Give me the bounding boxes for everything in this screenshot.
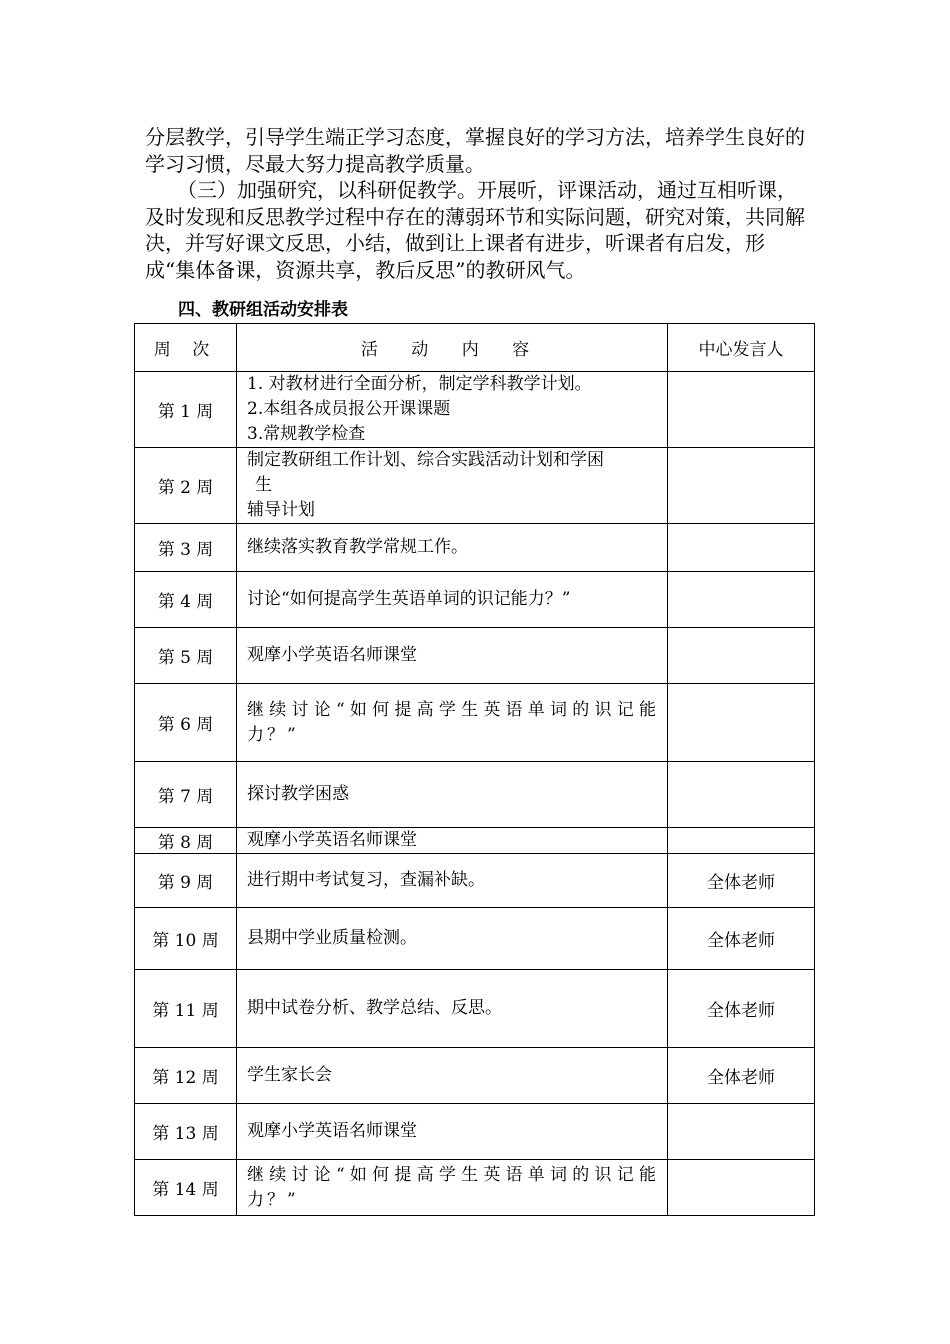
activity-schedule-table <box>134 323 815 1216</box>
activity-cell <box>237 524 668 572</box>
activity-line: 观摩小学英语名师课堂 <box>247 645 417 665</box>
speaker-cell: 全体老师 <box>668 970 815 1048</box>
speaker-cell <box>668 828 815 854</box>
paragraph-research: （三）加强研究，以科研促教学。开展听，评课活动，通过互相听课，及时发现和反思教学过程中存在的薄弱环节和实际问题，研究对策，共同解决，并写好课文反思，小结，做到让上课者有进步，听课者有启发，形成“集体备课，资源共享，教后反思”的教研风气。 <box>145 178 805 282</box>
speaker-cell <box>668 448 815 524</box>
week-cell: 第 9 周 <box>135 854 237 908</box>
activity-line: 观摩小学英语名师课堂 <box>247 830 417 850</box>
table-row <box>135 684 815 762</box>
activity-line: 继续落实教育教学常规工作。 <box>247 537 468 557</box>
activity-line: 1. 对教材进行全面分析，制定学科教学计划。 <box>247 374 592 394</box>
week-cell: 第 6 周 <box>135 684 237 762</box>
week-cell: 第 2 周 <box>135 448 237 524</box>
table-row <box>135 1048 815 1104</box>
table-row <box>135 854 815 908</box>
week-cell: 第 5 周 <box>135 628 237 684</box>
activity-line: 观摩小学英语名师课堂 <box>247 1121 417 1141</box>
activity-line: 制定教研组工作计划、综合实践活动计划和学困 <box>247 450 604 470</box>
table-row <box>135 448 815 524</box>
speaker-cell <box>668 762 815 828</box>
table-row <box>135 572 815 628</box>
week-cell: 第 10 周 <box>135 908 237 970</box>
week-cell: 第 3 周 <box>135 524 237 572</box>
speaker-cell: 全体老师 <box>668 908 815 970</box>
activity-line: 继续讨论“如何提高学生英语单词的识记能力？” <box>247 1164 659 1210</box>
activity-line: 期中试卷分析、教学总结、反思。 <box>247 998 502 1018</box>
activity-cell <box>237 970 668 1048</box>
speaker-cell <box>668 572 815 628</box>
activity-cell <box>237 908 668 970</box>
speaker-cell <box>668 1160 815 1216</box>
week-cell: 第 7 周 <box>135 762 237 828</box>
table-row <box>135 762 815 828</box>
header-speaker: 中心发言人 <box>668 324 815 372</box>
activity-line: 生 <box>255 475 272 495</box>
table-row <box>135 1104 815 1160</box>
week-cell: 第 11 周 <box>135 970 237 1048</box>
week-cell: 第 1 周 <box>135 372 237 448</box>
table-row <box>135 828 815 854</box>
week-cell: 第 12 周 <box>135 1048 237 1104</box>
speaker-cell: 全体老师 <box>668 854 815 908</box>
activity-cell <box>237 372 668 448</box>
activity-cell <box>237 572 668 628</box>
activity-line: 县期中学业质量检测。 <box>247 928 417 948</box>
activity-cell <box>237 448 668 524</box>
week-cell: 第 4 周 <box>135 572 237 628</box>
activity-cell <box>237 684 668 762</box>
table-header-row <box>135 324 815 372</box>
speaker-cell <box>668 684 815 762</box>
speaker-cell <box>668 1104 815 1160</box>
activity-line: 3.常规教学检查 <box>247 424 366 444</box>
speaker-cell: 全体老师 <box>668 1048 815 1104</box>
speaker-cell <box>668 372 815 448</box>
table-body <box>135 372 815 1216</box>
header-week: 周 次 <box>135 324 237 372</box>
header-activity: 活 动 内 容 <box>237 324 668 372</box>
activity-cell <box>237 854 668 908</box>
table-row <box>135 524 815 572</box>
table-row <box>135 970 815 1048</box>
section-title: 四、教研组活动安排表 <box>178 300 348 320</box>
activity-line: 辅导计划 <box>247 500 315 520</box>
activity-line: 探讨教学困惑 <box>247 784 349 804</box>
paragraph-teaching-quality: 分层教学，引导学生端正学习态度，掌握良好的学习方法，培养学生良好的学习习惯，尽最大努力提高教学质量。 <box>145 125 805 176</box>
activity-cell <box>237 762 668 828</box>
activity-line: 继续讨论“如何提高学生英语单词的识记能力？” <box>247 699 659 745</box>
activity-cell <box>237 1160 668 1216</box>
speaker-cell <box>668 628 815 684</box>
activity-line: 学生家长会 <box>247 1065 332 1085</box>
activity-line: 进行期中考试复习，查漏补缺。 <box>247 870 485 890</box>
activity-cell <box>237 628 668 684</box>
activity-line: 2.本组各成员报公开课课题 <box>247 399 451 419</box>
week-cell: 第 8 周 <box>135 828 237 854</box>
table-row <box>135 372 815 448</box>
week-cell: 第 14 周 <box>135 1160 237 1216</box>
activity-cell <box>237 1048 668 1104</box>
week-cell: 第 13 周 <box>135 1104 237 1160</box>
activity-line: 讨论“如何提高学生英语单词的识记能力？” <box>247 589 571 609</box>
activity-cell <box>237 1104 668 1160</box>
speaker-cell <box>668 524 815 572</box>
table-row <box>135 1160 815 1216</box>
activity-cell <box>237 828 668 854</box>
table-row <box>135 908 815 970</box>
table-row <box>135 628 815 684</box>
